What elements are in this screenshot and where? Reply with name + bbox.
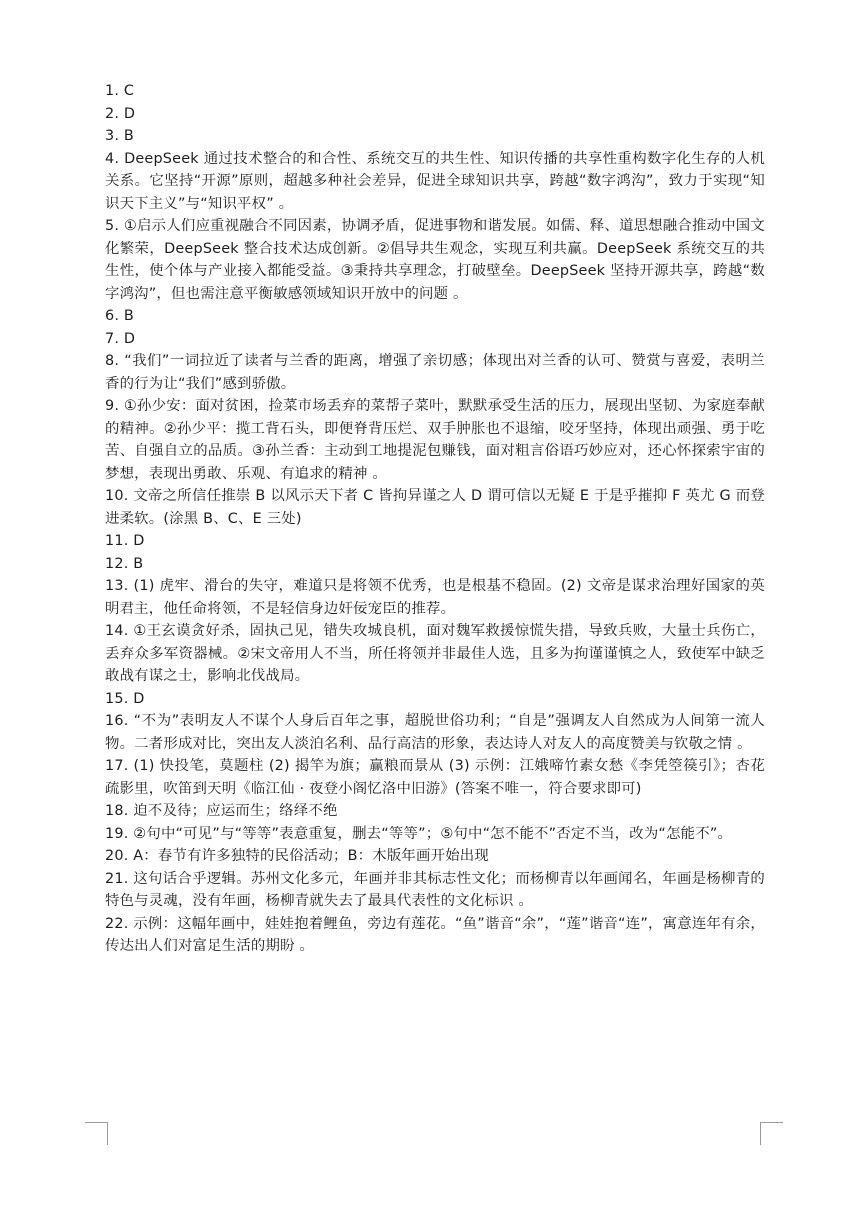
answer-item: 6. B [105,308,134,324]
answer-item: 10. 文帝之所信任推崇 B 以风示天下者 C 皆拘异谨之人 D 谓可信以无疑 E 于是乎摧抑 F 英尤 G 而登进柔软。(涂黑 B、C、E 三处) [105,488,765,527]
answer-item: 14. ①王玄谟贪好杀，固执己见，错失攻城良机，面对魏军救援惊慌失措，导致兵败，大量士兵伤亡，丢弃众多军资器械。②宋文帝用人不当，所任将领并非最佳人选，且多为拘谨谨慎之人，致使军中缺乏敢战有谋之士，影响北伐战局。 [105,623,765,684]
answer-item: 8. “我们”一词拉近了读者与兰香的距离，增强了亲切感；体现出对兰香的认可、赞赏与喜爱，表明兰香的行为让“我们”感到骄傲。 [105,353,765,392]
answer-item: 11. D [105,533,145,549]
answer-item: 13. (1) 虎牢、滑台的失守，难道只是将领不优秀，也是根基不稳固。(2) 文帝是谋求治理好国家的英明君主，他任命将领，不是轻信身边奸佞宠臣的推荐。 [105,578,765,617]
answer-item: 17. (1) 快投笔，莫题柱 (2) 揭竿为旗；赢粮而景从 (3) 示例：江娥啼竹素女愁《李凭箜篌引》；杏花疏影里，吹笛到天明《临江仙 · 夜登小阁忆洛中旧游》(答案不唯一，符合要求即可) [105,758,765,797]
answer-item: 22. 示例：这幅年画中，娃娃抱着鲤鱼，旁边有莲花。“鱼”谐音“余”，“莲”谐音“连”，寓意连年有余，传达出人们对富足生活的期盼 。 [105,915,765,954]
answer-item: 2. D [105,105,136,122]
answer-item: 18. 迫不及待；应运而生；络绎不绝 [105,803,338,819]
answer-item: 12. B [105,555,144,572]
answer-item: 4. DeepSeek 通过技术整合的和合性、系统交互的共生性、知识传播的共享性重构数字化生存的人机关系。它坚持“开源”原则，超越多种社会差异，促进全球知识共享，跨越“数字鸿沟”，致力于实现“知识天下主义”与“知识平权” 。 [105,150,765,212]
answer-item: 20. A：春节有许多独特的民俗活动；B：木版年画开始出现 [105,848,489,864]
answer-item: 16. “不为”表明友人不谋个人身后百年之事，超脱世俗功利；“自是”强调友人自然成为人间第一流人物。二者形成对比，突出友人淡泊名利、品行高洁的形象，表达诗人对友人的高度赞美与钦敬之情 。 [105,713,765,752]
answer-item: 7. D [105,330,136,347]
answer-item: 5. ①启示人们应重视融合不同因素，协调矛盾，促进事物和谐发展。如儒、释、道思想融合推动中国文化繁荣，DeepSeek 整合技术达成创新。②倡导共生观念，实现互利共赢。DeepSeek 系统交互的共生性，使个体与产业接入都能受益。③秉持共享理念，打破壁垒。DeepSeek 坚持开源共享，跨越“数字鸿沟”，但也需注意平衡敏感领域知识开放中的问题 。 [105,218,765,302]
answer-item: 3. B [105,128,134,144]
crop-mark-right [760,1122,783,1145]
answer-item: 15. D [105,690,145,707]
crop-mark-left [85,1122,108,1145]
answer-item: 21. 这句话合乎逻辑。苏州文化多元，年画并非其标志性文化；而杨柳青以年画闻名，年画是杨柳青的特色与灵魂，没有年画，杨柳青就失去了最具代表性的文化标识 。 [105,870,765,909]
answer-item: 9. ①孙少安：面对贫困，捡菜市场丢弃的菜帮子菜叶，默默承受生活的压力，展现出坚韧、为家庭奉献的精神。②孙少平：揽工背石头，即便脊背压烂、双手肿胀也不退缩，咬牙坚持，体现出顽强、勇于吃苦、自强自立的品质。③孙兰香：主动到工地提泥包赚钱，面对粗言俗语巧妙应对，还心怀探索宇宙的梦想，表现出勇敢、乐观、有追求的精神 。 [105,398,765,482]
answer-item: 19. ②句中“可见”与“等等”表意重复，删去“等等”；⑤句中“怎不能不”否定不当，改为“怎能不”。 [105,825,733,842]
answer-list [105,80,765,958]
answer-item: 1. C [105,83,135,99]
